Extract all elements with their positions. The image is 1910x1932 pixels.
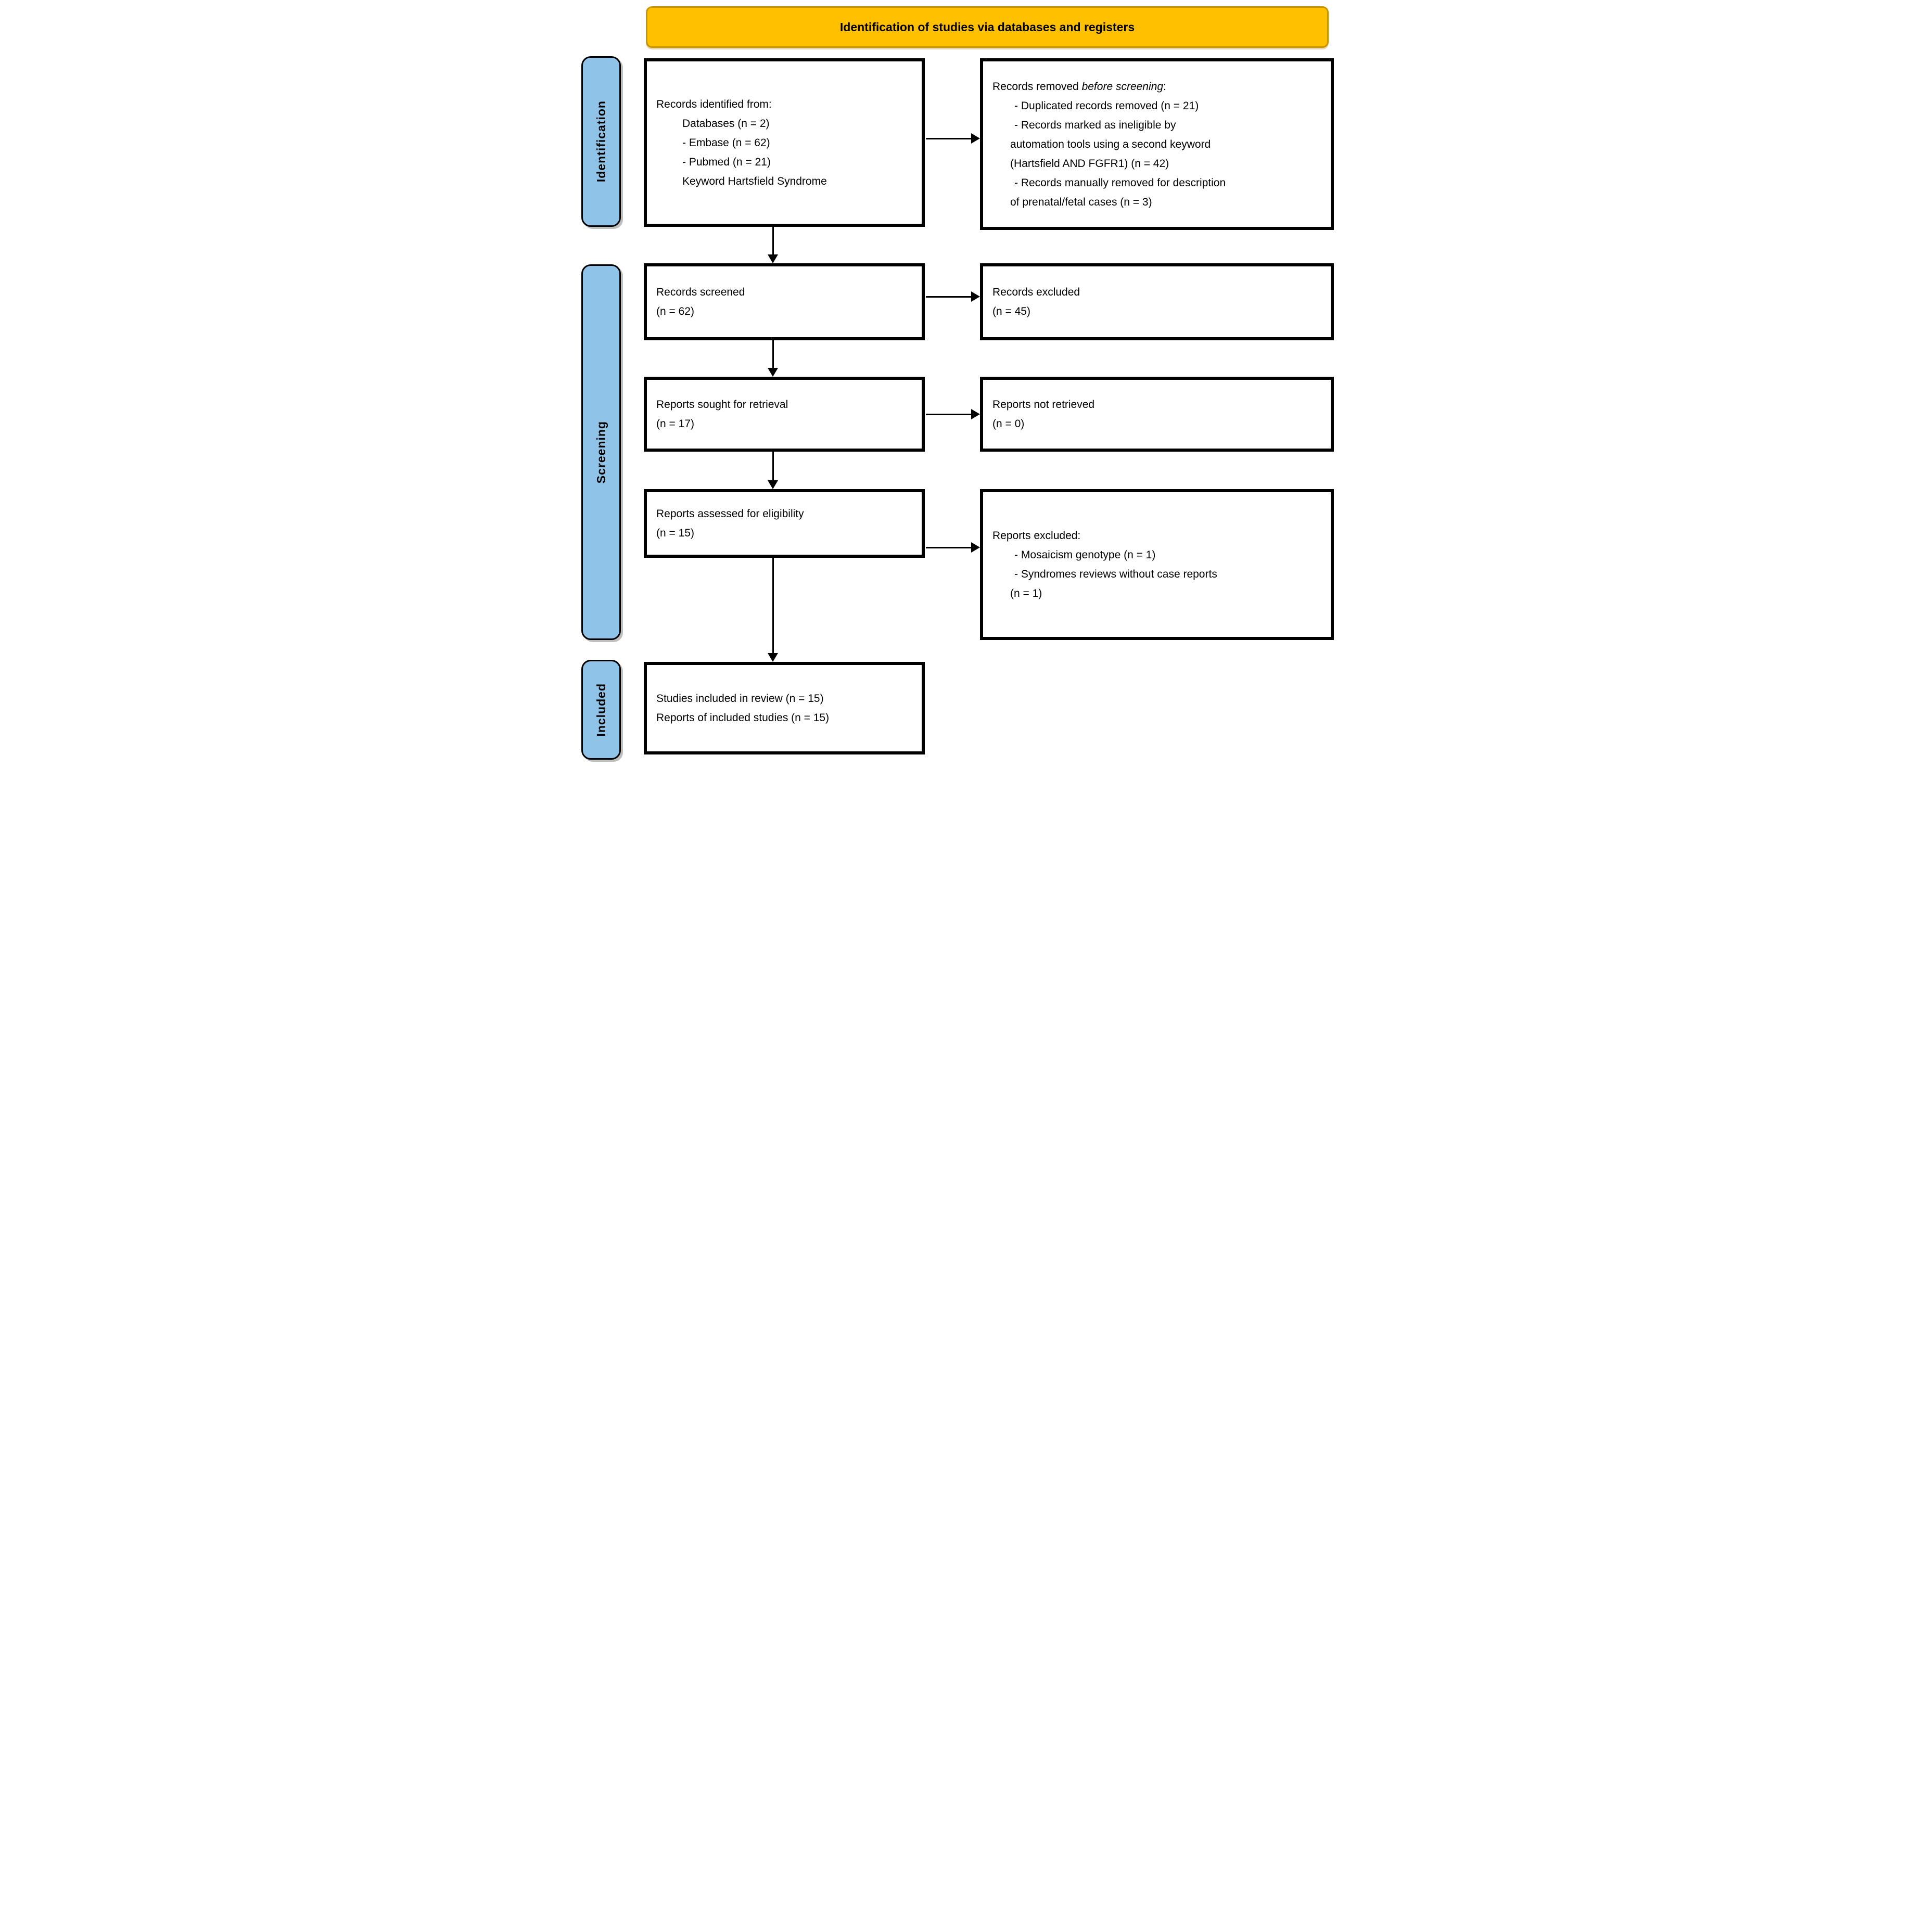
diagram-title-banner xyxy=(646,6,1329,48)
arrow-sought-to-assessed-head xyxy=(768,480,778,489)
reports-not-retrieved-label: Reports not retrieved xyxy=(992,399,1095,411)
reports-excluded-title: Reports excluded: xyxy=(992,530,1081,542)
records-removed-line: (Hartsfield AND FGFR1) (n = 42) xyxy=(1010,157,1169,170)
stage-label-screening xyxy=(581,264,621,640)
records-removed-line: - Records marked as ineligible by xyxy=(1014,119,1176,131)
box-records-identified xyxy=(644,58,925,227)
records-removed-title-plain: Records removed xyxy=(992,80,1082,93)
diagram-title: Identification of studies via databases and registers xyxy=(839,20,1135,34)
reports-excluded-line: - Mosaicism genotype (n = 1) xyxy=(1014,549,1156,561)
box-reports-assessed xyxy=(644,489,925,558)
arrow-assessed-to-reports-excluded-head xyxy=(971,542,980,553)
reports-excluded-line: - Syndromes reviews without case reports xyxy=(1014,568,1217,580)
records-identified-line: Databases (n = 2) xyxy=(682,117,770,130)
arrow-assessed-to-included-shaft xyxy=(772,558,774,654)
arrow-identified-to-screened-head xyxy=(768,254,778,263)
box-records-screened xyxy=(644,263,925,340)
records-screened-label: Records screened xyxy=(656,286,745,298)
reports-excluded-line: (n = 1) xyxy=(1010,587,1042,599)
arrow-screened-to-excluded-head xyxy=(971,291,980,302)
records-removed-line: automation tools using a second keyword xyxy=(1010,138,1211,150)
arrow-identified-to-removed-head xyxy=(971,133,980,144)
records-removed-line: - Duplicated records removed (n = 21) xyxy=(1014,99,1199,112)
records-screened-count: (n = 62) xyxy=(656,305,694,317)
reports-assessed-count: (n = 15) xyxy=(656,527,694,539)
arrow-screened-to-sought-shaft xyxy=(772,340,774,369)
records-removed-title-suffix: : xyxy=(1163,80,1166,93)
box-reports-sought xyxy=(644,377,925,452)
records-removed-line: of prenatal/fetal cases (n = 3) xyxy=(1010,196,1152,208)
records-removed-title xyxy=(992,77,1325,96)
prisma-flow-diagram xyxy=(573,0,1337,773)
arrow-assessed-to-reports-excluded-shaft xyxy=(926,547,972,548)
arrow-screened-to-excluded-shaft xyxy=(926,296,972,298)
reports-sought-count: (n = 17) xyxy=(656,418,694,430)
stage-label-identification-text: Identification xyxy=(594,100,608,183)
records-identified-line: - Embase (n = 62) xyxy=(682,136,770,149)
records-identified-line: Keyword Hartsfield Syndrome xyxy=(682,175,827,187)
records-removed-line: - Records manually removed for description xyxy=(1014,176,1226,189)
arrow-sought-to-not-retrieved-shaft xyxy=(926,414,972,415)
box-studies-included xyxy=(644,662,925,754)
studies-included-line2: Reports of included studies (n = 15) xyxy=(656,712,830,724)
box-records-excluded xyxy=(980,263,1334,340)
arrow-sought-to-not-retrieved-head xyxy=(971,409,980,419)
reports-sought-label: Reports sought for retrieval xyxy=(656,399,788,411)
arrow-identified-to-screened-shaft xyxy=(772,227,774,255)
arrow-assessed-to-included-head xyxy=(768,653,778,662)
stage-label-identification xyxy=(581,56,621,227)
records-identified-line: - Pubmed (n = 21) xyxy=(682,156,771,168)
studies-included-line1: Studies included in review (n = 15) xyxy=(656,693,824,705)
records-excluded-label: Records excluded xyxy=(992,286,1080,298)
reports-not-retrieved-count: (n = 0) xyxy=(992,418,1025,430)
stage-label-screening-text: Screening xyxy=(594,420,608,484)
stage-label-included-text: Included xyxy=(594,683,608,737)
records-removed-title-italic: before screening xyxy=(1081,80,1164,93)
box-reports-not-retrieved xyxy=(980,377,1334,452)
arrow-sought-to-assessed-shaft xyxy=(772,452,774,481)
records-excluded-count: (n = 45) xyxy=(992,305,1030,317)
records-identified-title: Records identified from: xyxy=(656,98,772,110)
box-records-removed xyxy=(980,58,1334,230)
box-reports-excluded xyxy=(980,489,1334,640)
arrow-identified-to-removed-shaft xyxy=(926,138,972,139)
stage-label-included xyxy=(581,660,621,760)
reports-assessed-label: Reports assessed for eligibility xyxy=(656,508,804,520)
arrow-screened-to-sought-head xyxy=(768,368,778,377)
